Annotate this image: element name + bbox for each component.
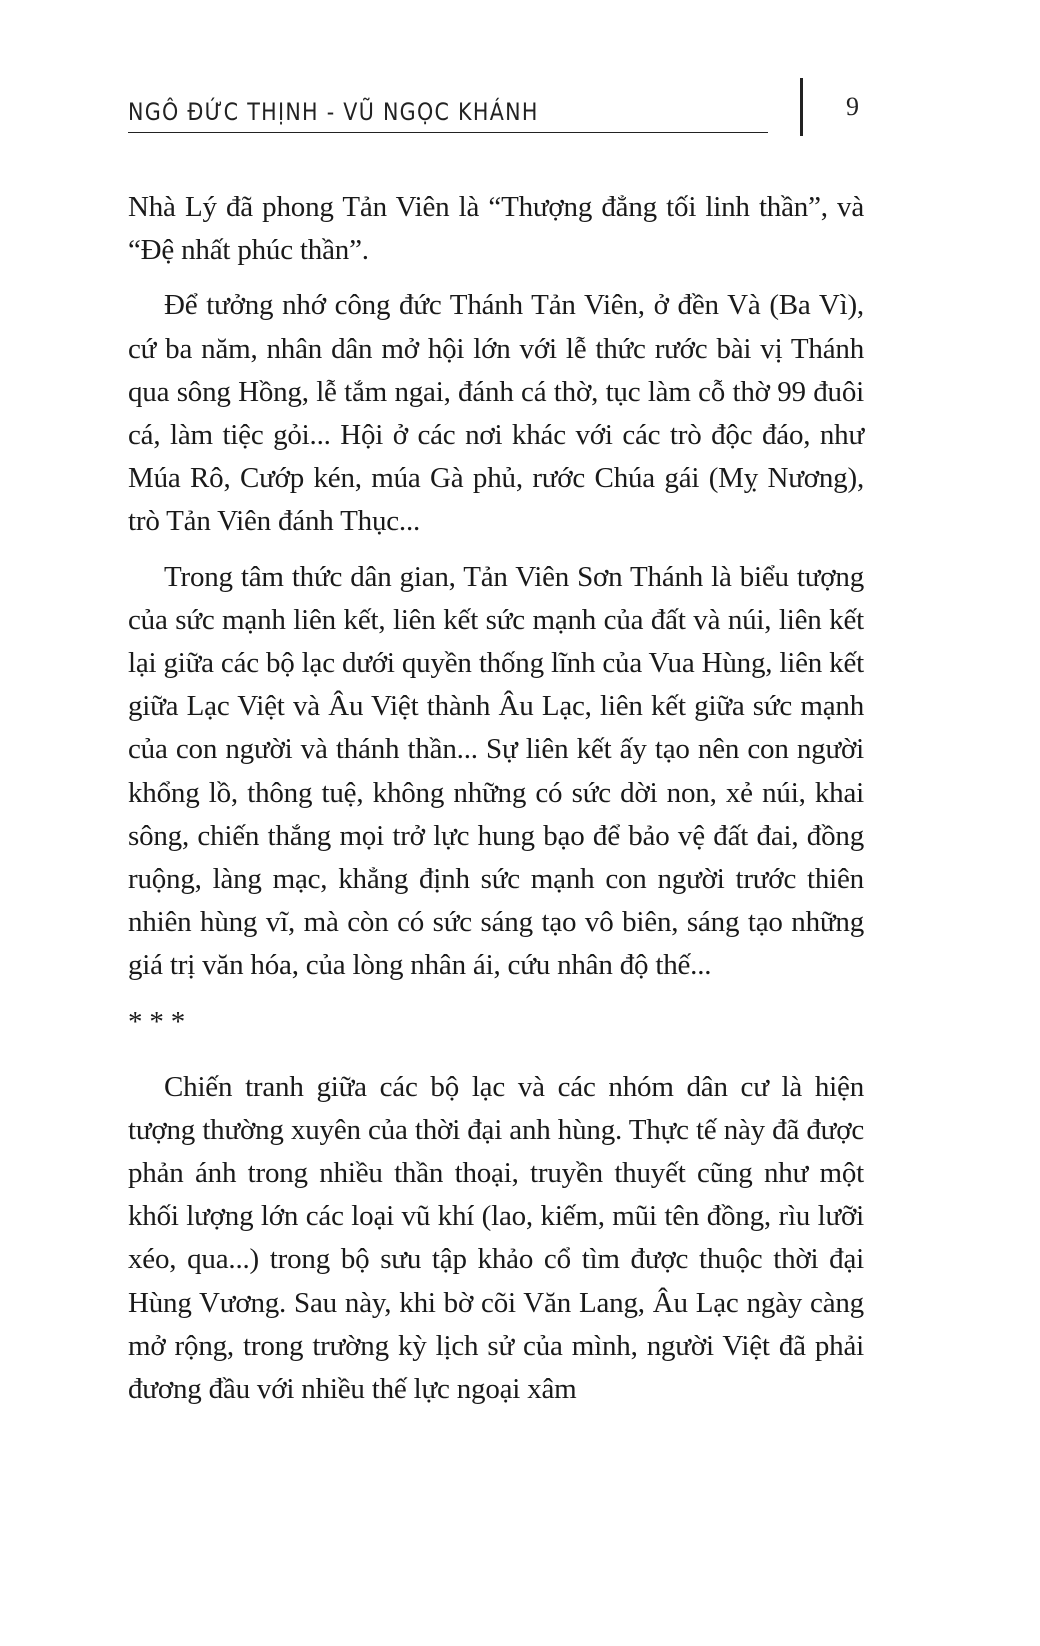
running-head-title: NGÔ ĐỨC THỊNH - VŨ NGỌC KHÁNH xyxy=(128,98,539,126)
paragraph-4: Chiến tranh giữa các bộ lạc và các nhóm dân cư là hiện tượng thường xuyên của thời đại anh hùng. Thực tế này đã được phản ánh trong nhiều thần thoại, truyền thuyết cũng như một khối lượng lớn các loại vũ khí (lao, kiếm, mũi tên đồng, rìu lưỡi xéo, qua...) trong bộ sưu tập khảo cổ tìm được thuộc thời đại Hùng Vương. Sau này, khi bờ cõi Văn Lang, Âu Lạc ngày càng mở rộng, trong trường kỳ lịch sử của mình, người Việt đã phải đương đầu với nhiều thế lực ngoại xâm xyxy=(128,1070,864,1406)
page-number: 9 xyxy=(846,92,859,121)
paragraph-3: Trong tâm thức dân gian, Tản Viên Sơn Thánh là biểu tượng của sức mạnh liên kết, liên kết sức mạnh của đất và núi, liên kết lại giữa các bộ lạc dưới quyền thống lĩnh của Vua Hùng, liên kết giữa Lạc Việt và Âu Việt thành Âu Lạc, liên kết giữa sức mạnh của con người và thánh thần... Sự liên kết ấy tạo nên con người khổng lồ, thông tuệ, không những có sức dời non, xẻ núi, khai sông, chiến thắng mọi trở lực hung bạo để bảo vệ đất đai, đồng ruộng, làng mạc, khẳng định sức mạnh con người trước thiên nhiên hùng vĩ, mà còn có sức sáng tạo vô biên, sáng tạo những giá trị văn hóa, của lòng nhân ái, cứu nhân độ thế... xyxy=(128,560,864,982)
header-divider xyxy=(800,78,803,136)
section-separator: * * * xyxy=(128,1005,186,1038)
paragraph-2: Để tưởng nhớ công đức Thánh Tản Viên, ở đền Và (Ba Vì), cứ ba năm, nhân dân mở hội lớn với lễ thức rước bài vị Thánh qua sông Hồng, lễ tắm ngai, đánh cá thờ, tục làm cỗ thờ 99 đuôi cá, làm tiệc gỏi... Hội ở các nơi khác với các trò độc đáo, như Múa Rô, Cướp kén, múa Gà phủ, rước Chúa gái (Mỵ Nương), trò Tản Viên đánh Thục... xyxy=(128,289,864,538)
body-text xyxy=(128,186,864,1411)
paragraph-1: Nhà Lý đã phong Tản Viên là “Thượng đẳng tối linh thần”, và “Đệ nhất phúc thần”. xyxy=(128,191,864,267)
running-head xyxy=(128,92,768,133)
